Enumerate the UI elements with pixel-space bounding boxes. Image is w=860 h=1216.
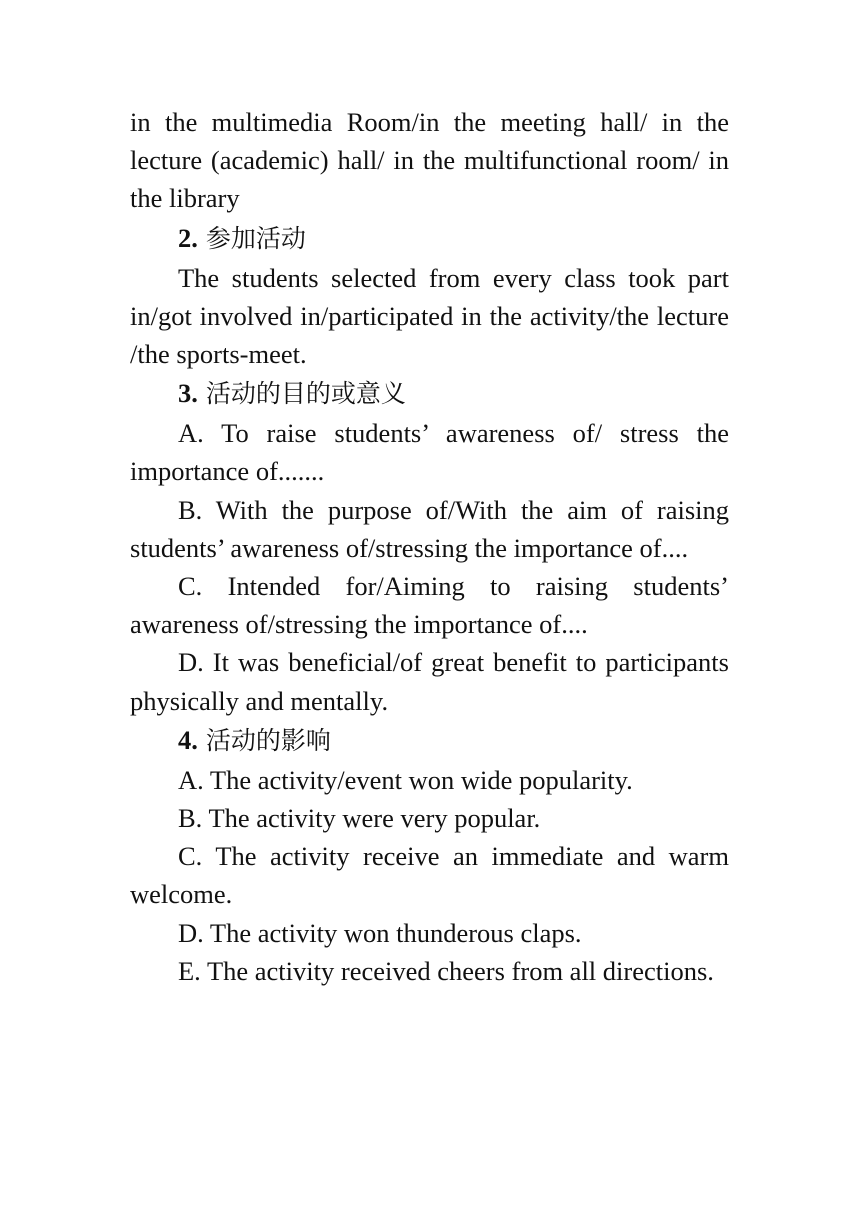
list-item: E. The activity received cheers from all directions.	[178, 955, 714, 986]
section-number: 2.	[178, 222, 198, 253]
list-item: B. The activity were very popular.	[178, 803, 541, 834]
section-heading	[130, 373, 729, 414]
list-item: A. To raise students’ awareness of/ stress the importance of.......	[130, 418, 729, 487]
section-purpose	[130, 373, 729, 720]
list-item: D. It was beneficial/of great benefit to participants physically and mentally.	[130, 647, 729, 716]
list-item: B. With the purpose of/With the aim of raising students’ awareness of/stressing the importance of....	[130, 494, 729, 563]
section-title: 活动的影响	[205, 725, 331, 755]
section-participation	[130, 218, 729, 374]
paragraph: The students selected from every class took part in/got involved in/participated in the activity/the lecture /the sports-meet.	[130, 262, 729, 370]
document-page	[130, 103, 729, 990]
section-heading	[130, 720, 729, 761]
section-number: 4.	[178, 724, 198, 755]
section-impact	[130, 720, 729, 990]
list-item: C. The activity receive an immediate and warm welcome.	[130, 841, 729, 910]
section-number: 3.	[178, 378, 198, 409]
list-item: D. The activity won thunderous claps.	[178, 917, 582, 948]
list-item: C. Intended for/Aiming to raising students’ awareness of/stressing the importance of....	[130, 571, 729, 640]
list-item: A. The activity/event won wide popularity.	[178, 764, 633, 795]
intro-paragraph: in the multimedia Room/in the meeting hall/ in the lecture (academic) hall/ in the multifunctional room/ in the library	[130, 107, 729, 214]
section-title: 参加活动	[205, 223, 306, 253]
section-heading	[130, 218, 729, 259]
section-title: 活动的目的或意义	[205, 379, 406, 409]
